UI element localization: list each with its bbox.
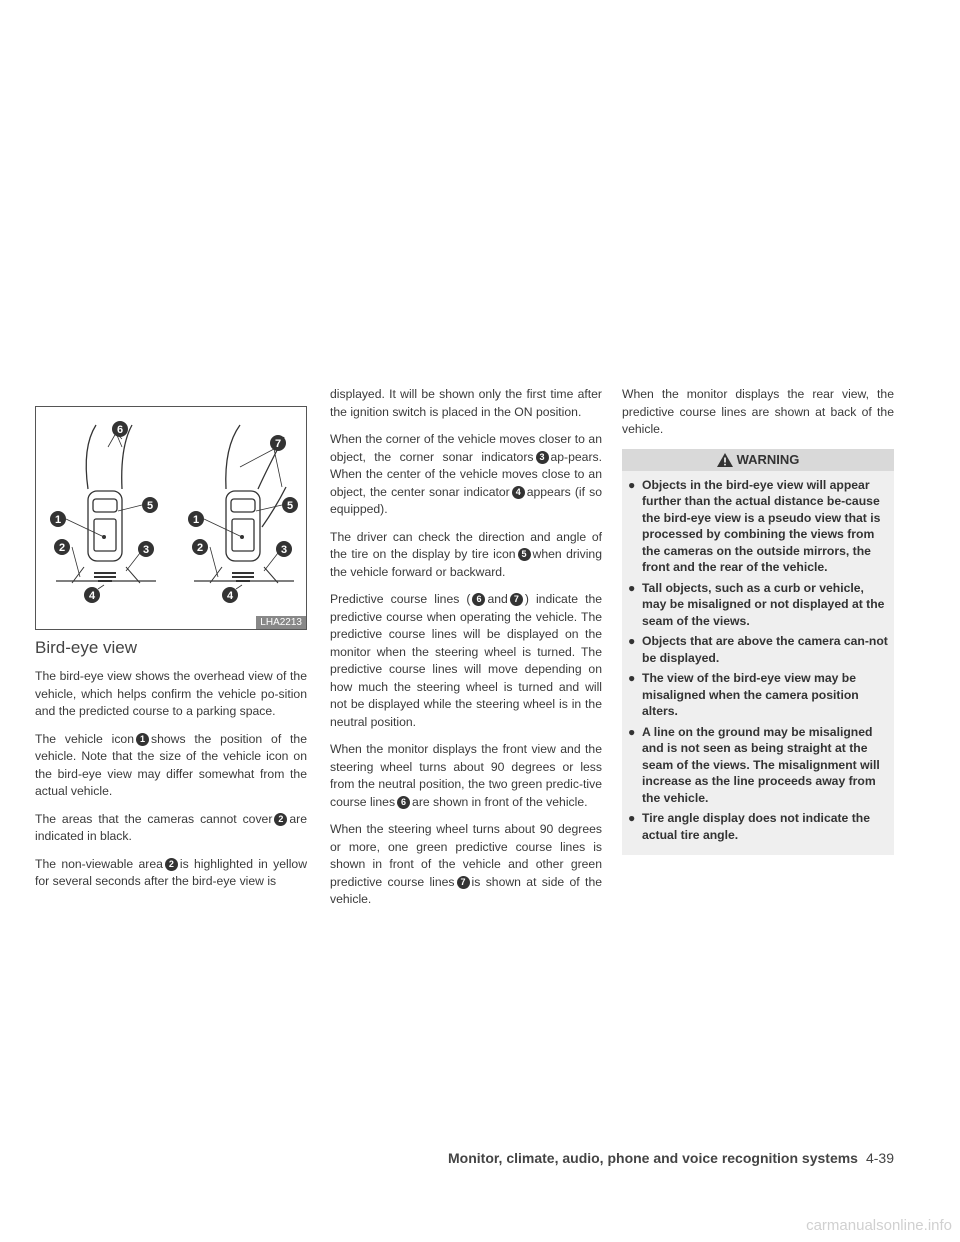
paragraph: When the monitor displays the rear view, the predictive course lines are shown at back of the vehicle.: [622, 387, 894, 436]
callout-badge: 6: [397, 796, 410, 809]
paragraph: The driver can check the direction and angle of the tire on the display by tire icon 5 when driving the vehicle forward or backward.: [330, 529, 602, 579]
paragraph: The bird-eye view shows the overhead view of the vehicle, which helps confirm the vehicle po-sition and the predicted course to a parking space.: [35, 669, 307, 718]
section-heading: Bird-eye view: [35, 638, 138, 657]
paragraph: When the corner of the vehicle moves closer to an object, the corner sonar indicators 3 ap-pears. When the center of the vehicle moves close to an object, the center sonar indicator 4 appears (if so equipped).: [330, 432, 603, 516]
callout-badge: 5: [518, 548, 531, 561]
bird-eye-diagram: [36, 407, 306, 629]
callout-badge: 1: [136, 733, 149, 746]
callout-badge: 4: [512, 486, 525, 499]
callout-badge: 2: [165, 858, 178, 871]
callout-6: 6: [116, 424, 124, 436]
paragraph: The non-viewable area 2 is highlighted in yellow for several seconds after the bird-eye view is: [35, 856, 307, 888]
page-number: 4-39: [865, 1150, 894, 1166]
callout-5: 5: [146, 500, 154, 512]
callout-badge: 2: [274, 813, 287, 826]
footer-title: Monitor, climate, audio, phone and voice recognition systems: [448, 1150, 858, 1166]
warning-item: ● Tall objects, such as a curb or vehicle, may be misaligned or not displayed at the seam of the views.: [628, 580, 885, 628]
paragraph: The vehicle icon 1 shows the position of the vehicle. Note that the size of the vehicle icon on the bird-eye view may differ somewhat from the actual vehicle.: [35, 731, 307, 798]
paragraph: When the steering wheel turns about 90 degrees or more, one green predictive course lines is shown in front of the vehicle and other green predictive course lines 7 is shown at side of the vehicle.: [330, 822, 602, 906]
column-3: [622, 386, 894, 855]
callout-5: 5: [286, 500, 294, 512]
warning-item: ● Objects in the bird-eye view will appear further than the actual distance be-cause the bird-eye view is a pseudo view that is processed by combining the views from the cameras on the outside mirrors, the front and the rear of the vehicle.: [628, 477, 881, 574]
warning-item: ● Objects that are above the camera can-not be displayed.: [628, 634, 888, 665]
callout-3: 3: [280, 544, 288, 556]
paragraph: The areas that the cameras cannot cover 2 are indicated in black.: [35, 811, 307, 843]
callout-badge: 3: [536, 451, 549, 464]
paragraph: When the monitor displays the front view and the steering wheel turns about 90 degrees or less from the neutral position, the two green predic-tive course lines 6 are shown in front of the vehicle.: [330, 742, 602, 809]
callout-7: 7: [274, 438, 282, 450]
warning-list: [622, 471, 894, 856]
callout-1: 1: [54, 514, 62, 526]
callout-badge: 7: [510, 593, 523, 606]
callout-4: 4: [226, 590, 234, 602]
warning-title: WARNING: [736, 452, 800, 467]
callout-3: 3: [142, 544, 150, 556]
bird-eye-view-figure: [35, 406, 307, 630]
warning-item: ● A line on the ground may be misaligned and is not seen as being straight at the seam of the views. The misalignment will increase as the line proceeds away from the vehicle.: [628, 724, 880, 805]
warning-header: [622, 449, 894, 471]
paragraph: Predictive course lines ( 6 and 7 ) indicate the predictive course when operating the vehicle. The predictive course lines will be displayed on the monitor when the steering wheel is turned. The predictive course lines will move depending on how much the steering wheel is turned and will not be displayed while the steering wheel is in the neutral position.: [330, 592, 603, 729]
watermark: carmanualsonline.info: [806, 1217, 952, 1234]
warning-box: [622, 449, 894, 856]
figure-label: LHA2213: [256, 616, 306, 629]
callout-1: 1: [192, 514, 200, 526]
warning-item: ● Tire angle display does not indicate the actual tire angle.: [628, 811, 871, 842]
callout-4: 4: [88, 590, 96, 602]
callout-badge: 6: [472, 593, 485, 606]
callout-badge: 7: [457, 876, 470, 889]
warning-item: ● The view of the bird-eye view may be misaligned when the camera position alters.: [628, 671, 859, 718]
warning-icon: [717, 453, 733, 467]
callout-2: 2: [58, 542, 66, 554]
paragraph: displayed. It will be shown only the first time after the ignition switch is placed in the ON position.: [330, 387, 602, 419]
callout-2: 2: [196, 542, 204, 554]
page-footer: [448, 1150, 894, 1166]
column-1: [35, 668, 307, 901]
column-2: [330, 386, 602, 919]
